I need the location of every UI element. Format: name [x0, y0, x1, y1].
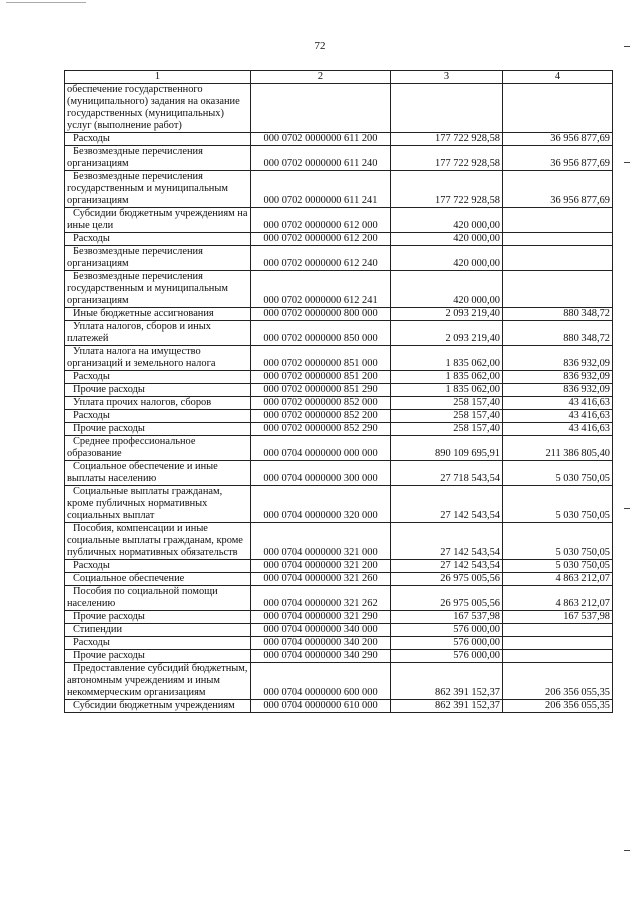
row-col4-cell: 206 356 055,35 [503, 663, 613, 700]
row-code-cell: 000 0704 0000000 340 200 [251, 637, 391, 650]
row-code-cell: 000 0704 0000000 321 200 [251, 560, 391, 573]
row-name-cell: Безвозмездные перечисления государственным и муниципальным организациям [65, 271, 251, 308]
table-row [65, 637, 613, 650]
row-col3-cell: 576 000,00 [391, 650, 503, 663]
budget-table-body [65, 71, 613, 713]
column-header-2: 2 [251, 71, 391, 84]
row-col4-cell: 206 356 055,35 [503, 700, 613, 713]
row-col4-cell: 5 030 750,05 [503, 486, 613, 523]
row-name-cell: Предоставление субсидий бюджетным, автономным учреждениям и иным некоммерческим организациям [65, 663, 251, 700]
row-col4-cell: 167 537,98 [503, 611, 613, 624]
row-name-cell: Расходы [65, 233, 251, 246]
row-col4-cell: 4 863 212,07 [503, 573, 613, 586]
row-col4-cell [503, 271, 613, 308]
row-col3-cell: 1 835 062,00 [391, 384, 503, 397]
row-col4-cell: 836 932,09 [503, 371, 613, 384]
row-code-cell: 000 0702 0000000 611 240 [251, 146, 391, 171]
row-code-cell: 000 0704 0000000 320 000 [251, 486, 391, 523]
row-code-cell: 000 0704 0000000 300 000 [251, 461, 391, 486]
row-name-cell: Расходы [65, 410, 251, 423]
row-name-cell: Уплата прочих налогов, сборов [65, 397, 251, 410]
row-col3-cell: 27 142 543,54 [391, 486, 503, 523]
row-name-cell: Расходы [65, 133, 251, 146]
row-col3-cell: 177 722 928,58 [391, 171, 503, 208]
row-code-cell: 000 0702 0000000 851 200 [251, 371, 391, 384]
row-name-cell: Социальное обеспечение [65, 573, 251, 586]
row-name-cell: Безвозмездные перечисления организациям [65, 246, 251, 271]
row-code-cell: 000 0702 0000000 852 200 [251, 410, 391, 423]
row-name-cell: Безвозмездные перечисления организациям [65, 146, 251, 171]
row-name-cell: Прочие расходы [65, 611, 251, 624]
budget-table [64, 70, 613, 713]
table-row [65, 321, 613, 346]
margin-tick [624, 850, 630, 851]
row-col4-cell [503, 208, 613, 233]
table-row [65, 308, 613, 321]
row-col3-cell: 258 157,40 [391, 397, 503, 410]
table-row [65, 560, 613, 573]
row-code-cell: 000 0704 0000000 340 000 [251, 624, 391, 637]
row-col4-cell: 880 348,72 [503, 321, 613, 346]
row-col4-cell: 211 386 805,40 [503, 436, 613, 461]
row-col3-cell: 890 109 695,91 [391, 436, 503, 461]
table-row [65, 208, 613, 233]
row-col4-cell: 43 416,63 [503, 423, 613, 436]
row-name-cell: Пособия по социальной помощи населению [65, 586, 251, 611]
row-code-cell: 000 0704 0000000 610 000 [251, 700, 391, 713]
row-name-cell: Безвозмездные перечисления государственным и муниципальным организациям [65, 171, 251, 208]
row-col4-cell: 36 956 877,69 [503, 146, 613, 171]
row-code-cell: 000 0702 0000000 852 000 [251, 397, 391, 410]
row-col3-cell: 177 722 928,58 [391, 133, 503, 146]
table-row [65, 700, 613, 713]
row-col3-cell: 1 835 062,00 [391, 346, 503, 371]
table-row [65, 133, 613, 146]
row-col3-cell: 177 722 928,58 [391, 146, 503, 171]
table-row [65, 523, 613, 560]
column-header-3: 3 [391, 71, 503, 84]
row-code-cell: 000 0704 0000000 321 290 [251, 611, 391, 624]
row-col3-cell: 420 000,00 [391, 271, 503, 308]
table-row [65, 384, 613, 397]
table-row [65, 271, 613, 308]
table-row [65, 146, 613, 171]
row-col3-cell: 576 000,00 [391, 637, 503, 650]
row-code-cell: 000 0702 0000000 612 200 [251, 233, 391, 246]
row-code-cell: 000 0702 0000000 850 000 [251, 321, 391, 346]
row-code-cell: 000 0702 0000000 611 200 [251, 133, 391, 146]
row-col3-cell: 27 718 543,54 [391, 461, 503, 486]
row-code-cell: 000 0702 0000000 800 000 [251, 308, 391, 321]
row-code-cell: 000 0702 0000000 612 000 [251, 208, 391, 233]
row-name-cell: Прочие расходы [65, 650, 251, 663]
row-name-cell: Расходы [65, 371, 251, 384]
row-col4-cell: 43 416,63 [503, 410, 613, 423]
row-code-cell: 000 0702 0000000 612 241 [251, 271, 391, 308]
row-name-cell: Социальное обеспечение и иные выплаты населению [65, 461, 251, 486]
row-name-cell: Прочие расходы [65, 423, 251, 436]
row-col3-cell [391, 84, 503, 133]
row-name-cell: Уплата налога на имущество организаций и земельного налога [65, 346, 251, 371]
row-col4-cell: 836 932,09 [503, 346, 613, 371]
row-code-cell: 000 0702 0000000 852 290 [251, 423, 391, 436]
column-header-4: 4 [503, 71, 613, 84]
table-row [65, 84, 613, 133]
row-col4-cell: 5 030 750,05 [503, 560, 613, 573]
table-row [65, 624, 613, 637]
row-code-cell: 000 0704 0000000 321 000 [251, 523, 391, 560]
page-number: 72 [314, 40, 326, 52]
row-col3-cell: 258 157,40 [391, 423, 503, 436]
row-col4-cell [503, 246, 613, 271]
row-code-cell: 000 0704 0000000 600 000 [251, 663, 391, 700]
row-col4-cell [503, 233, 613, 246]
table-row [65, 371, 613, 384]
row-code-cell: 000 0702 0000000 851 000 [251, 346, 391, 371]
row-col4-cell: 36 956 877,69 [503, 133, 613, 146]
row-name-cell: Уплата налогов, сборов и иных платежей [65, 321, 251, 346]
scan-edge-mark [6, 2, 86, 4]
row-name-cell: Иные бюджетные ассигнования [65, 308, 251, 321]
row-name-cell: Стипендии [65, 624, 251, 637]
row-code-cell: 000 0704 0000000 321 260 [251, 573, 391, 586]
table-row [65, 246, 613, 271]
row-col3-cell: 167 537,98 [391, 611, 503, 624]
row-name-cell: Расходы [65, 637, 251, 650]
table-row [65, 486, 613, 523]
row-col4-cell: 43 416,63 [503, 397, 613, 410]
row-col3-cell: 26 975 005,56 [391, 573, 503, 586]
table-header-row [65, 71, 613, 84]
row-col3-cell: 2 093 219,40 [391, 308, 503, 321]
row-col3-cell: 26 975 005,56 [391, 586, 503, 611]
table-row [65, 436, 613, 461]
row-col3-cell: 420 000,00 [391, 246, 503, 271]
row-col3-cell: 420 000,00 [391, 233, 503, 246]
row-code-cell: 000 0702 0000000 611 241 [251, 171, 391, 208]
row-code-cell: 000 0704 0000000 340 290 [251, 650, 391, 663]
row-col3-cell: 1 835 062,00 [391, 371, 503, 384]
table-row [65, 573, 613, 586]
row-col4-cell: 5 030 750,05 [503, 461, 613, 486]
row-col4-cell: 5 030 750,05 [503, 523, 613, 560]
table-row [65, 171, 613, 208]
table-row [65, 423, 613, 436]
column-header-1: 1 [65, 71, 251, 84]
row-col3-cell: 258 157,40 [391, 410, 503, 423]
table-row [65, 233, 613, 246]
row-name-cell: Субсидии бюджетным учреждениям на иные цели [65, 208, 251, 233]
margin-tick [624, 162, 630, 163]
row-name-cell: Социальные выплаты гражданам, кроме публичных нормативных социальных выплат [65, 486, 251, 523]
row-name-cell: Расходы [65, 560, 251, 573]
row-col4-cell: 836 932,09 [503, 384, 613, 397]
row-name-cell: Субсидии бюджетным учреждениям [65, 700, 251, 713]
table-row [65, 410, 613, 423]
row-col4-cell [503, 624, 613, 637]
row-col3-cell: 27 142 543,54 [391, 523, 503, 560]
row-code-cell [251, 84, 391, 133]
margin-tick [624, 46, 630, 47]
row-col3-cell: 2 093 219,40 [391, 321, 503, 346]
margin-tick [624, 508, 630, 509]
row-code-cell: 000 0702 0000000 612 240 [251, 246, 391, 271]
row-name-cell: Пособия, компенсации и иные социальные выплаты гражданам, кроме публичных нормативных обязательств [65, 523, 251, 560]
row-col4-cell: 4 863 212,07 [503, 586, 613, 611]
row-name-cell: обеспечение государственного (муниципального) задания на оказание государственных (муниципальных) услуг (выполнение работ) [65, 84, 251, 133]
row-col4-cell [503, 84, 613, 133]
row-col3-cell: 420 000,00 [391, 208, 503, 233]
row-col4-cell: 880 348,72 [503, 308, 613, 321]
table-row [65, 346, 613, 371]
row-code-cell: 000 0702 0000000 851 290 [251, 384, 391, 397]
row-code-cell: 000 0704 0000000 000 000 [251, 436, 391, 461]
row-name-cell: Среднее профессиональное образование [65, 436, 251, 461]
row-col4-cell [503, 637, 613, 650]
table-row [65, 611, 613, 624]
row-col3-cell: 27 142 543,54 [391, 560, 503, 573]
row-col3-cell: 862 391 152,37 [391, 663, 503, 700]
row-col4-cell: 36 956 877,69 [503, 171, 613, 208]
row-code-cell: 000 0704 0000000 321 262 [251, 586, 391, 611]
row-col4-cell [503, 650, 613, 663]
table-row [65, 461, 613, 486]
row-col3-cell: 862 391 152,37 [391, 700, 503, 713]
row-col3-cell: 576 000,00 [391, 624, 503, 637]
table-row [65, 650, 613, 663]
table-row [65, 663, 613, 700]
row-name-cell: Прочие расходы [65, 384, 251, 397]
table-row [65, 586, 613, 611]
table-row [65, 397, 613, 410]
